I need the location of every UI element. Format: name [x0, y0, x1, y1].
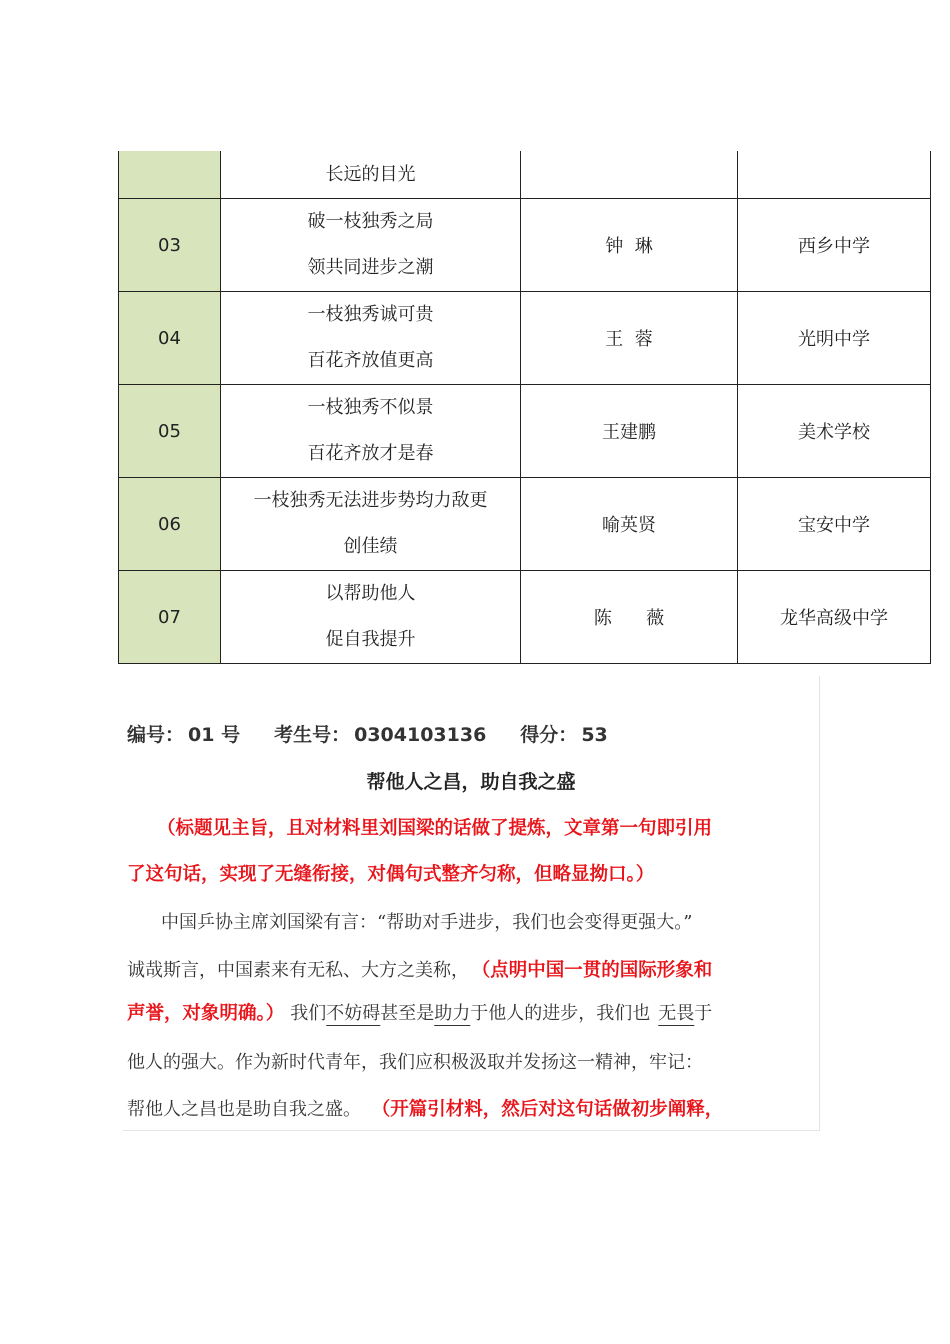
table-row	[119, 292, 931, 385]
entry-title-line: 促自我提升	[325, 629, 416, 650]
entry-school: 美术学校	[738, 385, 931, 478]
entry-title	[221, 478, 521, 571]
entry-title-line: 长远的目光	[325, 163, 416, 185]
entry-school: 龙华高级中学	[738, 571, 931, 664]
inline-comment: 声誉，对象明确。）	[127, 1003, 285, 1024]
exam-value: 0304103136	[354, 724, 487, 746]
number-label: 编号：	[127, 724, 185, 746]
exam-label: 考生号：	[274, 724, 351, 746]
entry-title	[221, 571, 521, 664]
entry-school: 光明中学	[738, 292, 931, 385]
table-row	[119, 151, 931, 199]
entry-school: 宝安中学	[738, 478, 931, 571]
entry-title	[221, 385, 521, 478]
comment-line: （标题见主旨，且对材料里刘国梁的话做了提炼，文章第一句即引用	[157, 818, 713, 839]
entry-number: 04	[119, 292, 221, 385]
essay-excerpt	[123, 676, 820, 1131]
inline-comment: （点明中国一贯的国际形象和	[481, 960, 713, 981]
body-text: 我们	[290, 1003, 327, 1024]
comment-line: 了这句话，实现了无缝衔接，对偶句式整齐匀称，但略显拗口。）	[127, 864, 655, 885]
essay-header	[127, 720, 612, 747]
entry-author: 喻英贤	[521, 478, 738, 571]
entry-author	[521, 151, 738, 199]
entry-title	[221, 199, 521, 292]
table-row	[119, 571, 931, 664]
inline-comment: （开篇引材料，然后对这句话做初步阐释，	[381, 1099, 724, 1120]
entry-title-line: 百花齐放值更高	[307, 350, 434, 371]
entry-number: 05	[119, 385, 221, 478]
score-label: 得分：	[520, 724, 578, 746]
entry-number: 07	[119, 571, 221, 664]
entry-author: 钟 琳	[521, 199, 738, 292]
entry-title-line: 破一枝独秀之局	[307, 211, 434, 232]
body-text: 帮他人之昌也是助自我之盛。	[127, 1099, 361, 1120]
body-line	[127, 999, 712, 1025]
table-row	[119, 199, 931, 292]
body-line: 他人的强大。作为新时代青年，我们应积极汲取并发扬这一精神，牢记：	[127, 1052, 703, 1073]
score-value: 53	[581, 724, 608, 746]
entry-title-line: 一枝独秀诚可贵	[307, 304, 434, 325]
body-text: 诚哉斯言，中国素来有无私、大方之美称，	[127, 960, 469, 981]
entry-number	[119, 151, 221, 199]
essay-title: 帮他人之昌，助自我之盛	[366, 771, 576, 793]
entry-title-line: 百花齐放才是春	[307, 443, 434, 464]
entry-title-line: 以帮助他人	[325, 583, 416, 604]
body-text: 于他人的进步，我们也	[470, 1003, 651, 1024]
number-value: 01 号	[188, 724, 241, 746]
entry-school: 西乡中学	[738, 199, 931, 292]
table-row	[119, 478, 931, 571]
table-row	[119, 385, 931, 478]
entry-title	[221, 151, 521, 199]
underlined-phrase: 无畏	[658, 1003, 695, 1024]
entry-title-line: 领共同进步之潮	[307, 257, 434, 278]
results-table	[118, 151, 931, 664]
entry-title	[221, 292, 521, 385]
underlined-phrase: 助力	[434, 1003, 471, 1024]
entry-number: 03	[119, 199, 221, 292]
entry-title-line: 一枝独秀无法进步势均力敌更	[253, 490, 488, 511]
entry-author: 陈 薇	[521, 571, 738, 664]
entry-title-line: 一枝独秀不似景	[307, 397, 434, 418]
body-line	[127, 1095, 723, 1121]
entry-number: 06	[119, 478, 221, 571]
entry-school	[738, 151, 931, 199]
entry-author: 王建鹏	[521, 385, 738, 478]
entry-title-line: 创佳绩	[343, 536, 398, 557]
body-text: 甚至是	[380, 1003, 435, 1024]
body-line: 中国乒协主席刘国梁有言：“帮助对手进步，我们也会变得更强大。”	[161, 912, 693, 933]
entry-author: 王 蓉	[521, 292, 738, 385]
body-text: 于	[694, 1003, 713, 1024]
underlined-phrase: 不妨碍	[326, 1003, 381, 1024]
body-line	[127, 956, 712, 982]
